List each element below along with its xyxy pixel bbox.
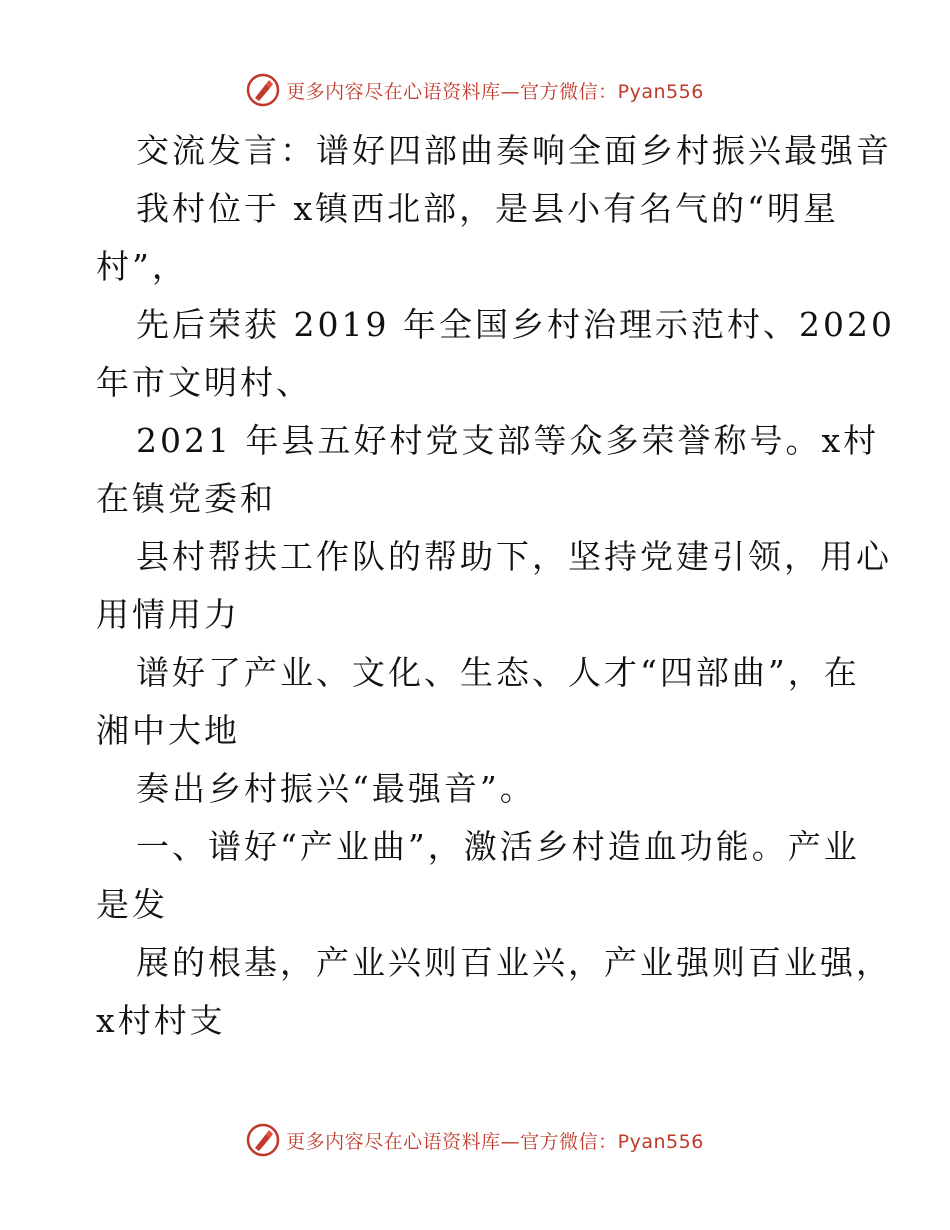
text-line: 一、谱好“产业曲”，激活乡村造血功能。产业 [136, 827, 860, 866]
text-line: 交流发言：谱好四部曲奏响全面乡村振兴最强音 [136, 131, 892, 170]
watermark-header [0, 70, 950, 110]
text-line: 村”， [96, 247, 188, 286]
watermark-text: 更多内容尽在心语资料库—官方微信：Pyan556 [286, 1130, 704, 1153]
text-line: 先后荣获 2019 年全国乡村治理示范村、2020 [136, 305, 895, 344]
pen-logo-icon [246, 1123, 280, 1157]
text-line: x村村支 [96, 1001, 226, 1040]
text-line: 我村位于 x镇西北部，是县小有名气的“明星 [136, 189, 839, 228]
text-line: 奏出乡村振兴“最强音”。 [136, 769, 536, 808]
watermark-text: 更多内容尽在心语资料库—官方微信：Pyan556 [286, 80, 704, 103]
text-line: 2021 年县五好村党支部等众多荣誉称号。x村 [136, 421, 880, 460]
text-line: 年市文明村、 [96, 363, 312, 402]
document-body [96, 122, 895, 1050]
text-line: 湘中大地 [96, 711, 240, 750]
text-line: 是发 [96, 885, 168, 924]
text-line: 谱好了产业、文化、生态、人才“四部曲”，在 [136, 653, 860, 692]
text-line: 展的根基，产业兴则百业兴，产业强则百业强， [136, 943, 892, 982]
text-line: 用情用力 [96, 595, 240, 634]
pen-logo-icon [246, 73, 280, 107]
watermark-footer [0, 1120, 950, 1160]
text-line: 在镇党委和 [96, 479, 276, 518]
text-line: 县村帮扶工作队的帮助下，坚持党建引领，用心 [136, 537, 892, 576]
